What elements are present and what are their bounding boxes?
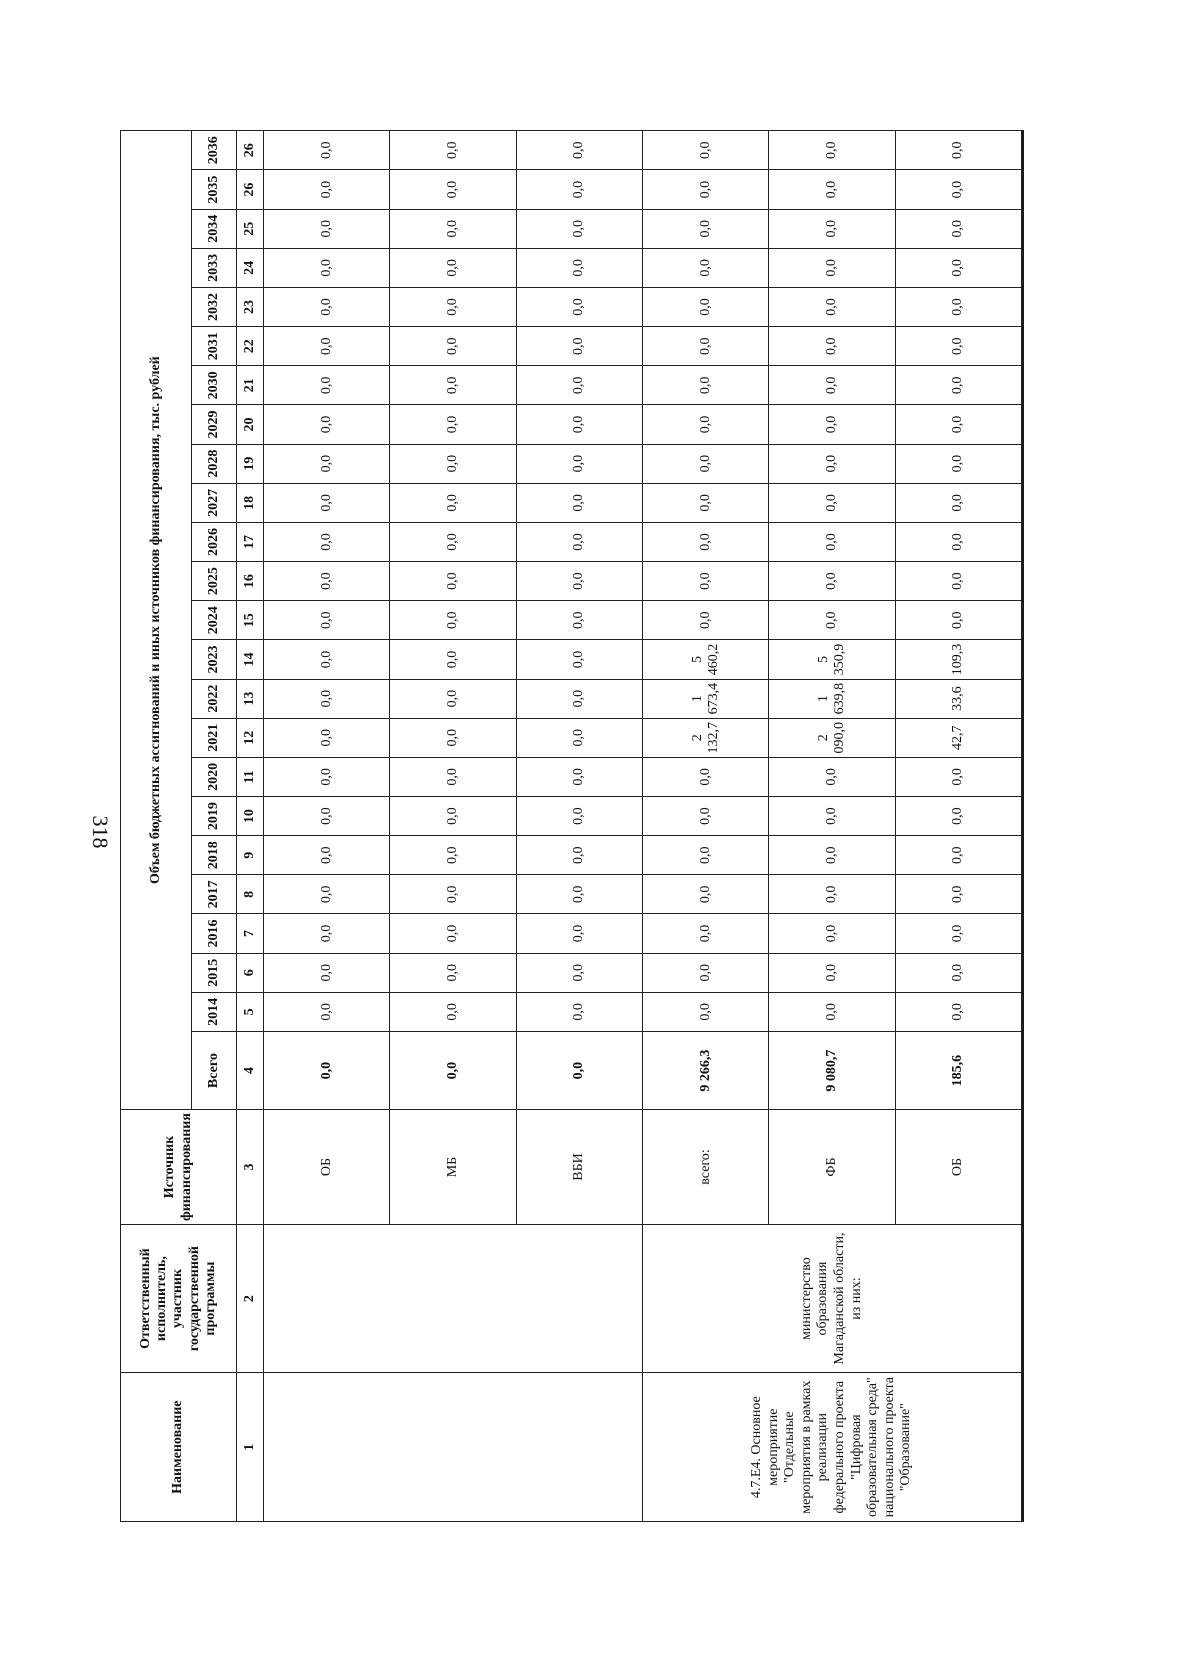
value-cell: 0,0 [264,757,390,796]
value-cell: 0,0 [642,405,768,444]
value-cell: 0,0 [895,875,1021,914]
value-cell: 0,0 [895,601,1021,640]
value-cell: 0,0 [769,757,895,796]
value-cell: 0,0 [642,209,768,248]
value-cell: 0,0 [390,640,516,679]
value-cell: 0,0 [264,170,390,209]
value-cell: 0,0 [769,287,895,326]
value-cell: 0,0 [642,444,768,483]
value-cell: 0,0 [642,522,768,561]
source-cell: ОБ [264,1110,390,1224]
value-cell: 0,0 [264,875,390,914]
value-cell: 0,0 [516,483,642,522]
column-number: 19 [237,444,264,483]
value-cell: 0,0 [390,444,516,483]
total-cell: 9 266,3 [642,1031,768,1109]
value-cell: 5 460,2 [642,640,768,679]
value-cell: 0,0 [264,483,390,522]
value-cell: 0,0 [895,444,1021,483]
column-number: 2 [237,1224,264,1373]
value-cell: 0,0 [516,718,642,757]
total-cell: 185,6 [895,1031,1021,1109]
budget-table [120,130,1022,1522]
column-number: 21 [237,366,264,405]
empty-name-cell [264,1373,643,1522]
header-year: 2030 [192,366,237,405]
header-year: 2032 [192,287,237,326]
value-cell: 0,0 [642,327,768,366]
header-year: 2031 [192,327,237,366]
column-number: 9 [237,836,264,875]
value-cell: 0,0 [769,248,895,287]
column-number: 18 [237,483,264,522]
value-cell: 0,0 [516,287,642,326]
value-cell: 0,0 [895,483,1021,522]
value-cell: 0,0 [895,405,1021,444]
value-cell: 0,0 [642,483,768,522]
source-cell: всего: [642,1110,768,1224]
value-cell: 0,0 [642,562,768,601]
source-cell: ОБ [895,1110,1021,1224]
header-year: 2020 [192,757,237,796]
value-cell: 0,0 [516,562,642,601]
value-cell: 0,0 [390,718,516,757]
value-cell: 0,0 [895,170,1021,209]
value-cell: 0,0 [642,836,768,875]
column-number: 25 [237,209,264,248]
value-cell: 0,0 [390,209,516,248]
value-cell: 0,0 [264,131,390,171]
total-cell: 0,0 [264,1031,390,1109]
value-cell: 0,0 [642,992,768,1031]
value-cell: 2 090,0 [769,718,895,757]
value-cell: 1 639,8 [769,679,895,718]
column-number: 5 [237,992,264,1031]
column-number: 15 [237,601,264,640]
column-number: 6 [237,953,264,992]
value-cell: 0,0 [390,327,516,366]
header-volume: Объем бюджетных ассигнований и иных источников финансирования, тыс. рублей [121,131,192,1110]
value-cell: 0,0 [390,601,516,640]
value-cell: 0,0 [516,366,642,405]
measure-name-cell: 4.7.Е4. Основное мероприятие "Отдельные мероприятия в рамках реализации федерального проекта "Цифровая образовательная среда" национального проекта "Образование" [642,1373,1021,1522]
value-cell: 0,0 [642,248,768,287]
value-cell: 0,0 [264,209,390,248]
header-year: 2029 [192,405,237,444]
value-cell: 0,0 [390,562,516,601]
value-cell: 0,0 [264,679,390,718]
value-cell: 0,0 [516,836,642,875]
column-number: 23 [237,287,264,326]
value-cell: 0,0 [516,209,642,248]
value-cell: 0,0 [769,953,895,992]
value-cell: 0,0 [390,483,516,522]
value-cell: 0,0 [642,875,768,914]
column-number: 8 [237,875,264,914]
value-cell: 0,0 [516,444,642,483]
empty-executor-cell [264,1224,643,1373]
value-cell: 0,0 [895,992,1021,1031]
value-cell: 0,0 [769,836,895,875]
rotated-sheet [120,130,1022,1522]
header-year: 2026 [192,522,237,561]
column-number: 1 [237,1373,264,1522]
value-cell: 0,0 [264,953,390,992]
header-executor: Ответственный исполнитель, участник государственной программы [121,1224,237,1373]
source-cell: ФБ [769,1110,895,1224]
value-cell: 5 350,9 [769,640,895,679]
value-cell: 0,0 [390,679,516,718]
value-cell: 0,0 [390,757,516,796]
value-cell: 0,0 [895,327,1021,366]
value-cell: 0,0 [390,836,516,875]
total-cell: 9 080,7 [769,1031,895,1109]
value-cell: 0,0 [390,131,516,171]
column-number: 14 [237,640,264,679]
value-cell: 0,0 [895,562,1021,601]
value-cell: 0,0 [642,757,768,796]
value-cell: 0,0 [769,992,895,1031]
column-number: 17 [237,522,264,561]
value-cell: 0,0 [895,797,1021,836]
column-number: 16 [237,562,264,601]
value-cell: 0,0 [390,366,516,405]
header-year: 2018 [192,836,237,875]
source-cell: ВБИ [516,1110,642,1224]
column-number: 4 [237,1031,264,1109]
value-cell: 0,0 [264,640,390,679]
column-number: 24 [237,248,264,287]
header-year: 2024 [192,601,237,640]
value-cell: 0,0 [516,953,642,992]
value-cell: 0,0 [390,875,516,914]
total-cell: 0,0 [390,1031,516,1109]
value-cell: 0,0 [895,836,1021,875]
value-cell: 0,0 [390,914,516,953]
value-cell: 0,0 [769,601,895,640]
value-cell: 0,0 [264,248,390,287]
header-year: 2021 [192,718,237,757]
value-cell: 0,0 [390,248,516,287]
value-cell: 0,0 [895,953,1021,992]
table-row [642,131,768,1522]
value-cell: 0,0 [516,875,642,914]
header-year: 2023 [192,640,237,679]
value-cell: 0,0 [895,366,1021,405]
header-year: 2015 [192,953,237,992]
column-number: 10 [237,797,264,836]
value-cell: 0,0 [769,131,895,171]
value-cell: 0,0 [390,405,516,444]
value-cell: 0,0 [516,248,642,287]
header-year: 2016 [192,914,237,953]
value-cell: 2 132,7 [642,718,768,757]
value-cell: 0,0 [895,209,1021,248]
value-cell: 0,0 [264,366,390,405]
total-cell: 0,0 [516,1031,642,1109]
value-cell: 0,0 [516,992,642,1031]
value-cell: 0,0 [769,405,895,444]
value-cell: 0,0 [769,366,895,405]
value-cell: 0,0 [516,679,642,718]
value-cell: 0,0 [642,131,768,171]
value-cell: 0,0 [769,209,895,248]
value-cell: 0,0 [516,522,642,561]
column-number: 11 [237,757,264,796]
value-cell: 0,0 [895,757,1021,796]
column-number: 7 [237,914,264,953]
value-cell: 0,0 [390,953,516,992]
value-cell: 0,0 [769,327,895,366]
value-cell: 0,0 [516,601,642,640]
header-year: 2034 [192,209,237,248]
value-cell: 0,0 [895,914,1021,953]
value-cell: 0,0 [264,992,390,1031]
value-cell: 33,6 [895,679,1021,718]
value-cell: 0,0 [516,914,642,953]
column-number: 13 [237,679,264,718]
value-cell: 0,0 [642,366,768,405]
value-cell: 0,0 [264,327,390,366]
header-year: 2027 [192,483,237,522]
header-source: Источник финансирования [121,1110,237,1224]
value-cell: 0,0 [516,640,642,679]
value-cell: 0,0 [264,718,390,757]
value-cell: 0,0 [516,757,642,796]
header-name: Наименование [121,1373,237,1522]
value-cell: 0,0 [642,287,768,326]
value-cell: 0,0 [516,327,642,366]
value-cell: 0,0 [769,562,895,601]
column-number: 26 [237,131,264,171]
value-cell: 0,0 [264,836,390,875]
value-cell: 0,0 [642,170,768,209]
value-cell: 0,0 [769,522,895,561]
value-cell: 0,0 [769,444,895,483]
value-cell: 0,0 [390,522,516,561]
header-total: Всего [192,1031,237,1109]
page-number: 318 [88,815,113,849]
value-cell: 0,0 [642,601,768,640]
value-cell: 0,0 [264,914,390,953]
value-cell: 0,0 [390,992,516,1031]
column-number: 12 [237,718,264,757]
measure-executor-cell: министерство образования Магаданской области, из них: [642,1224,1021,1373]
value-cell: 0,0 [769,875,895,914]
value-cell: 0,0 [264,405,390,444]
value-cell: 0,0 [516,797,642,836]
value-cell: 0,0 [264,601,390,640]
value-cell: 0,0 [264,287,390,326]
value-cell: 0,0 [264,797,390,836]
header-year: 2036 [192,131,237,171]
header-year: 2025 [192,562,237,601]
value-cell: 0,0 [516,131,642,171]
column-number: 22 [237,327,264,366]
value-cell: 0,0 [516,170,642,209]
value-cell: 0,0 [516,405,642,444]
value-cell: 42,7 [895,718,1021,757]
value-cell: 0,0 [769,483,895,522]
value-cell: 0,0 [769,914,895,953]
value-cell: 0,0 [769,170,895,209]
value-cell: 1 673,4 [642,679,768,718]
value-cell: 0,0 [390,287,516,326]
value-cell: 109,3 [895,640,1021,679]
source-cell: МБ [390,1110,516,1224]
value-cell: 0,0 [769,797,895,836]
value-cell: 0,0 [390,170,516,209]
column-number: 20 [237,405,264,444]
value-cell: 0,0 [895,287,1021,326]
header-year: 2035 [192,170,237,209]
value-cell: 0,0 [642,953,768,992]
value-cell: 0,0 [895,522,1021,561]
header-year: 2028 [192,444,237,483]
table-row [264,131,390,1522]
header-year: 2019 [192,797,237,836]
column-number: 26 [237,170,264,209]
table-frame [120,130,1024,1522]
header-year: 2017 [192,875,237,914]
value-cell: 0,0 [642,914,768,953]
value-cell: 0,0 [264,522,390,561]
value-cell: 0,0 [642,797,768,836]
column-number: 3 [237,1110,264,1224]
value-cell: 0,0 [895,248,1021,287]
value-cell: 0,0 [264,562,390,601]
value-cell: 0,0 [895,131,1021,171]
header-year: 2033 [192,248,237,287]
header-year: 2014 [192,992,237,1031]
value-cell: 0,0 [390,797,516,836]
header-year: 2022 [192,679,237,718]
value-cell: 0,0 [264,444,390,483]
